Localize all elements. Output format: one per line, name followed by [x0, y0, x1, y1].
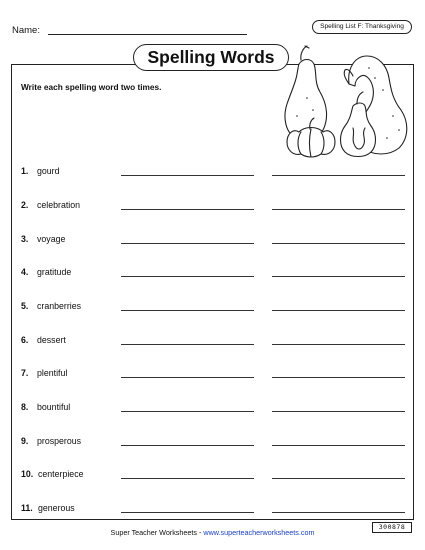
spelling-list-tag: Spelling List F: Thanksgiving	[312, 20, 412, 34]
write-line-1[interactable]	[121, 445, 254, 446]
write-line-1[interactable]	[121, 209, 254, 210]
write-line-2[interactable]	[272, 445, 405, 446]
name-write-line[interactable]	[48, 34, 247, 35]
write-line-1[interactable]	[121, 344, 254, 345]
write-line-2[interactable]	[272, 175, 405, 176]
spelling-word: centerpiece	[38, 469, 84, 479]
list-item	[21, 234, 411, 248]
write-line-1[interactable]	[121, 478, 254, 479]
spelling-word: dessert	[37, 335, 66, 345]
list-item	[21, 335, 411, 349]
word-number: 1.	[21, 166, 29, 176]
footer-credit	[0, 528, 425, 537]
list-item	[21, 436, 411, 450]
list-item	[21, 301, 411, 315]
word-number: 7.	[21, 368, 29, 378]
spelling-word: bountiful	[37, 402, 71, 412]
name-label: Name:	[12, 25, 40, 36]
word-number: 6.	[21, 335, 29, 345]
write-line-2[interactable]	[272, 512, 405, 513]
write-line-2[interactable]	[272, 276, 405, 277]
list-item	[21, 267, 411, 281]
spelling-word: prosperous	[37, 436, 82, 446]
write-line-1[interactable]	[121, 175, 254, 176]
write-line-2[interactable]	[272, 411, 405, 412]
list-item	[21, 200, 411, 214]
word-number: 3.	[21, 234, 29, 244]
word-number: 5.	[21, 301, 29, 311]
footer-separator: -	[196, 528, 204, 537]
instructions-text: Write each spelling word two times.	[21, 82, 162, 92]
gourds-and-pumpkin-illustration	[283, 38, 414, 160]
spelling-word: plentiful	[37, 368, 68, 378]
left-gourd-icon	[285, 60, 327, 140]
list-item	[21, 368, 411, 382]
worksheet-code: 300878	[372, 522, 412, 533]
write-line-2[interactable]	[272, 209, 405, 210]
write-line-2[interactable]	[272, 478, 405, 479]
write-line-1[interactable]	[121, 310, 254, 311]
list-item	[21, 402, 411, 416]
write-line-2[interactable]	[272, 243, 405, 244]
worksheet-title: Spelling Words	[133, 44, 289, 71]
spelling-word: generous	[38, 503, 75, 513]
spelling-word: celebration	[37, 200, 81, 210]
spelling-word: gratitude	[37, 267, 72, 277]
word-number: 10.	[21, 469, 34, 479]
spelling-word: gourd	[37, 166, 60, 176]
footer-brand: Super Teacher Worksheets	[110, 528, 197, 537]
word-number: 11.	[21, 503, 33, 513]
word-number: 4.	[21, 267, 29, 277]
spelling-word: cranberries	[37, 301, 82, 311]
word-number: 8.	[21, 402, 29, 412]
write-line-2[interactable]	[272, 377, 405, 378]
word-number: 9.	[21, 436, 29, 446]
write-line-1[interactable]	[121, 411, 254, 412]
word-number: 2.	[21, 200, 29, 210]
list-item	[21, 469, 411, 483]
write-line-1[interactable]	[121, 243, 254, 244]
write-line-2[interactable]	[272, 344, 405, 345]
pumpkin-icon	[287, 128, 335, 158]
write-line-2[interactable]	[272, 310, 405, 311]
write-line-1[interactable]	[121, 377, 254, 378]
list-item	[21, 166, 411, 180]
spelling-word: voyage	[37, 234, 66, 244]
write-line-1[interactable]	[121, 276, 254, 277]
list-item	[21, 503, 411, 517]
footer-url-link[interactable]: www.superteacherworksheets.com	[203, 528, 315, 537]
write-line-1[interactable]	[121, 512, 254, 513]
